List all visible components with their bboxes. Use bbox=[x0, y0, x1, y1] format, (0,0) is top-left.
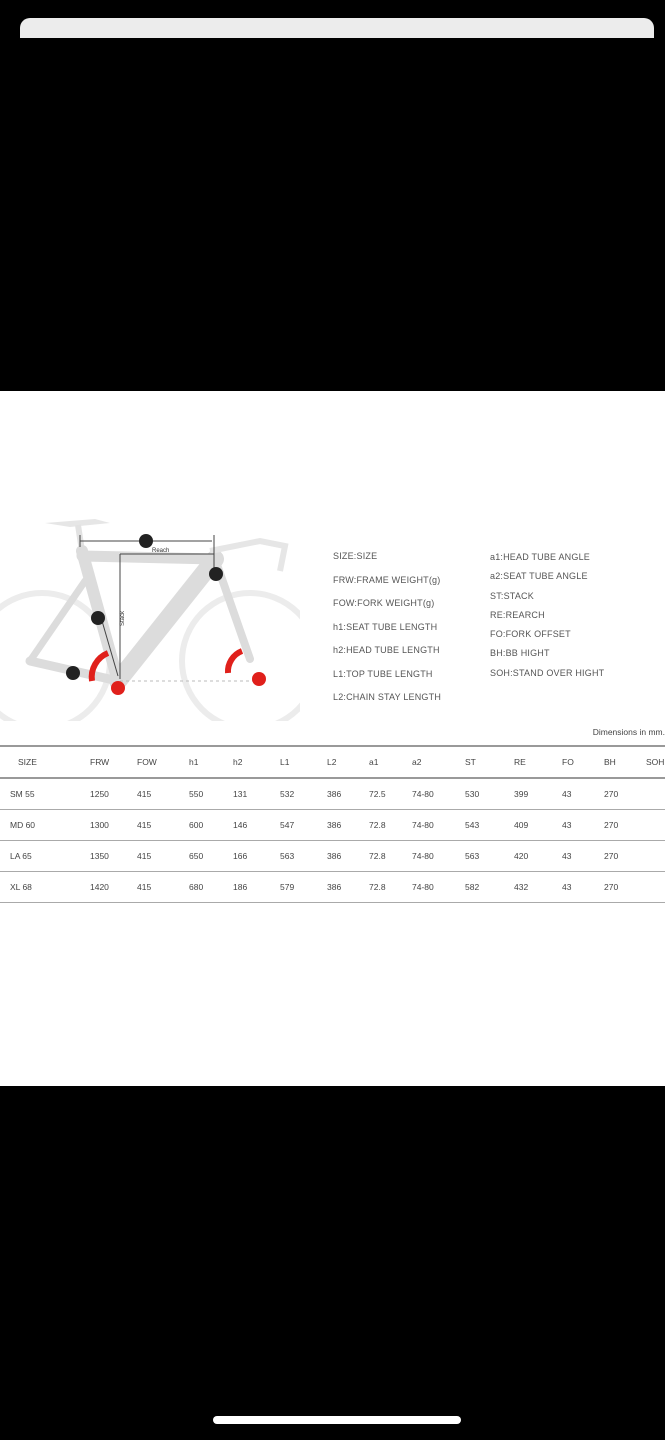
table-cell: 680 bbox=[189, 882, 204, 892]
sheet-top-edge bbox=[20, 18, 654, 38]
geometry-table bbox=[0, 745, 665, 903]
table-cell: MD 60 bbox=[10, 820, 36, 830]
header-cell: a2 bbox=[412, 757, 422, 767]
table-cell: 43 bbox=[562, 851, 572, 861]
table-cell: 131 bbox=[233, 789, 248, 799]
table-cell: 650 bbox=[189, 851, 204, 861]
table-cell: 600 bbox=[189, 820, 204, 830]
header-cell: a1 bbox=[369, 757, 379, 767]
header-cell: ST bbox=[465, 757, 476, 767]
table-cell: 550 bbox=[189, 789, 204, 799]
legend-item: RE:REARCH bbox=[490, 609, 545, 620]
legend-item: BH:BB HIGHT bbox=[490, 648, 550, 659]
legend-item: a2:SEAT TUBE ANGLE bbox=[490, 571, 588, 582]
table-cell: 415 bbox=[137, 789, 152, 799]
table-cell: 186 bbox=[233, 882, 248, 892]
header-cell: BH bbox=[604, 757, 616, 767]
table-cell: 579 bbox=[280, 882, 295, 892]
geometry-image[interactable] bbox=[0, 391, 665, 1086]
table-row bbox=[0, 810, 665, 841]
table-cell: 43 bbox=[562, 820, 572, 830]
table-cell: SM 55 bbox=[10, 789, 35, 799]
legend-item: SIZE:SIZE bbox=[333, 551, 378, 561]
table-cell: 72.8 bbox=[369, 820, 386, 830]
header-cell: SIZE bbox=[18, 757, 37, 767]
table-cell: 1300 bbox=[90, 820, 109, 830]
header-cell: FRW bbox=[90, 757, 110, 767]
legend-item: L2:CHAIN STAY LENGTH bbox=[333, 692, 442, 702]
legend-item: h2:HEAD TUBE LENGTH bbox=[333, 645, 440, 655]
legend-item: SOH:STAND OVER HIGHT bbox=[490, 667, 605, 678]
legend-right-column bbox=[490, 548, 604, 683]
reach-label: Reach bbox=[152, 548, 170, 554]
table-header-row bbox=[0, 746, 665, 778]
table-cell: 43 bbox=[562, 882, 572, 892]
header-cell: SOH bbox=[646, 757, 665, 767]
legend-item: FOW:FORK WEIGHT(g) bbox=[333, 598, 435, 608]
table-cell: 415 bbox=[137, 882, 152, 892]
header-cell: L2 bbox=[327, 757, 337, 767]
table-cell: 270 bbox=[604, 820, 619, 830]
table-cell: 420 bbox=[514, 851, 529, 861]
header-cell: FOW bbox=[137, 757, 157, 767]
legend-item: L1:TOP TUBE LENGTH bbox=[333, 668, 433, 679]
legend-left-column bbox=[333, 545, 441, 710]
table-cell: 72.8 bbox=[369, 882, 386, 892]
table-cell: 386 bbox=[327, 851, 342, 861]
table-cell: 72.5 bbox=[369, 789, 386, 799]
table-cell: 399 bbox=[514, 789, 529, 799]
table-row bbox=[0, 778, 665, 810]
table-cell: 74-80 bbox=[412, 882, 434, 892]
table-row bbox=[0, 872, 665, 903]
table-cell: 166 bbox=[233, 851, 248, 861]
table-cell bbox=[646, 872, 665, 903]
table-cell: 270 bbox=[604, 882, 619, 892]
bike-frame-diagram bbox=[0, 511, 300, 721]
table-cell: 74-80 bbox=[412, 851, 434, 861]
table-cell: 43 bbox=[562, 789, 572, 799]
dimensions-note: Dimensions in mm. bbox=[592, 727, 665, 737]
table-cell: 543 bbox=[465, 820, 480, 830]
legend-item: FO:FORK OFFSET bbox=[490, 629, 571, 640]
table-cell: 270 bbox=[604, 789, 619, 799]
table-row bbox=[0, 841, 665, 872]
legend-item: a1:HEAD TUBE ANGLE bbox=[490, 552, 590, 562]
table-cell: 1420 bbox=[90, 882, 109, 892]
table-cell: 432 bbox=[514, 882, 529, 892]
legend-item: FRW:FRAME WEIGHT(g) bbox=[333, 574, 441, 585]
table-cell: 547 bbox=[280, 820, 295, 830]
table-cell bbox=[646, 778, 665, 810]
table-cell: 74-80 bbox=[412, 789, 434, 799]
home-indicator[interactable] bbox=[213, 1416, 461, 1424]
table-cell: LA 65 bbox=[10, 851, 32, 861]
table-cell: 532 bbox=[280, 789, 295, 799]
stack-label: Stack bbox=[120, 610, 126, 626]
table-cell: 530 bbox=[465, 789, 480, 799]
header-cell: L1 bbox=[280, 757, 290, 767]
table-cell: 582 bbox=[465, 882, 480, 892]
table-cell: 146 bbox=[233, 820, 248, 830]
table-cell: 563 bbox=[280, 851, 295, 861]
table-cell: XL 68 bbox=[10, 882, 32, 892]
table-cell: 386 bbox=[327, 820, 342, 830]
table-cell: 386 bbox=[327, 789, 342, 799]
table-cell: 1250 bbox=[90, 789, 109, 799]
table-cell: 415 bbox=[137, 820, 152, 830]
table-cell: 409 bbox=[514, 820, 529, 830]
table-cell bbox=[646, 841, 665, 872]
table-cell: 415 bbox=[137, 851, 152, 861]
header-cell: FO bbox=[562, 757, 574, 767]
table-cell: 1350 bbox=[90, 851, 109, 861]
table-cell: 270 bbox=[604, 851, 619, 861]
table-cell: 74-80 bbox=[412, 820, 434, 830]
legend-item: ST:STACK bbox=[490, 590, 534, 601]
legend-item: h1:SEAT TUBE LENGTH bbox=[333, 621, 438, 632]
header-cell: h1 bbox=[189, 757, 199, 767]
header-cell: h2 bbox=[233, 757, 243, 767]
table-cell: 72.8 bbox=[369, 851, 386, 861]
table-cell: 386 bbox=[327, 882, 342, 892]
table-cell: 563 bbox=[465, 851, 480, 861]
table-cell bbox=[646, 810, 665, 841]
header-cell: RE bbox=[514, 757, 526, 767]
